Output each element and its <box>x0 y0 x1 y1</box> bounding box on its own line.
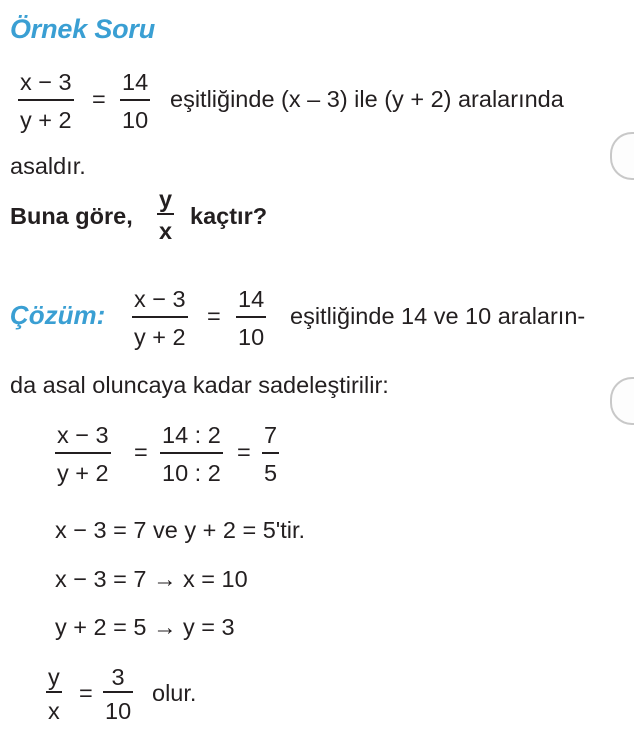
fraction-bar <box>120 99 150 101</box>
fraction-denominator: 5 <box>264 460 278 486</box>
solution-label: Çözüm: <box>10 300 106 330</box>
fraction-denominator: 10 <box>105 698 132 724</box>
equals-sign: = <box>207 303 221 329</box>
fraction-bar <box>157 213 174 215</box>
step3-line: x − 3 = 7 → x = 10 <box>55 566 248 592</box>
side-tab-handle[interactable] <box>610 377 634 425</box>
fraction-bar <box>262 452 279 454</box>
fraction-numerator: x − 3 <box>134 286 186 312</box>
fraction-numerator: 3 <box>111 664 125 690</box>
solution-line-2: da asal oluncaya kadar sadeleştirilir: <box>10 372 389 398</box>
result-fraction-left <box>46 664 62 724</box>
fraction-denominator: y + 2 <box>134 324 186 350</box>
question-ask-suffix: kaçtır? <box>190 203 268 229</box>
fraction-numerator: 14 <box>238 286 265 312</box>
fraction-bar <box>55 452 111 454</box>
fraction-numerator: 7 <box>264 422 278 448</box>
step1-fraction-1 <box>55 422 111 486</box>
step2-line: x − 3 = 7 ve y + 2 = 5'tir. <box>55 517 306 543</box>
fraction-denominator: x <box>159 218 173 244</box>
question-fraction-right <box>120 69 150 133</box>
fraction-numerator: x − 3 <box>57 422 109 448</box>
question-ask-fraction <box>157 186 174 244</box>
fraction-denominator: 10 : 2 <box>162 460 221 486</box>
question-fraction-left <box>18 69 74 133</box>
result-fraction-right <box>103 664 133 724</box>
equals-sign: = <box>134 439 148 465</box>
step4-line: y + 2 = 5 → y = 3 <box>55 614 235 640</box>
fraction-numerator: y <box>48 664 60 690</box>
solution-fraction-left <box>132 286 188 350</box>
fraction-bar <box>236 316 266 318</box>
result-suffix: olur. <box>152 680 197 706</box>
fraction-denominator: x <box>48 698 60 724</box>
fraction-denominator: y + 2 <box>20 107 72 133</box>
fraction-numerator: y <box>159 186 173 212</box>
equals-sign: = <box>92 86 106 112</box>
fraction-bar <box>132 316 188 318</box>
fraction-denominator: y + 2 <box>57 460 109 486</box>
fraction-bar <box>18 99 74 101</box>
solution-line-1: eşitliğinde 14 ve 10 araların- <box>290 303 586 329</box>
equals-sign: = <box>79 680 93 706</box>
fraction-bar <box>160 452 223 454</box>
equals-sign: = <box>237 439 251 465</box>
fraction-numerator: 14 <box>122 69 149 95</box>
step1-fraction-2 <box>160 422 223 486</box>
fraction-numerator: 14 : 2 <box>162 422 221 448</box>
question-line-2: asaldır. <box>10 153 86 179</box>
question-line-1: eşitliğinde (x – 3) ile (y + 2) aralarında <box>170 86 564 112</box>
fraction-bar <box>103 691 133 693</box>
fraction-denominator: 10 <box>122 107 149 133</box>
example-title: Örnek Soru <box>10 14 156 44</box>
question-ask-prefix: Buna göre, <box>10 203 133 229</box>
fraction-numerator: x − 3 <box>20 69 72 95</box>
solution-fraction-right <box>236 286 266 350</box>
fraction-bar <box>46 691 62 693</box>
fraction-denominator: 10 <box>238 324 265 350</box>
side-tab-handle[interactable] <box>610 132 634 180</box>
step1-fraction-3 <box>262 422 279 486</box>
